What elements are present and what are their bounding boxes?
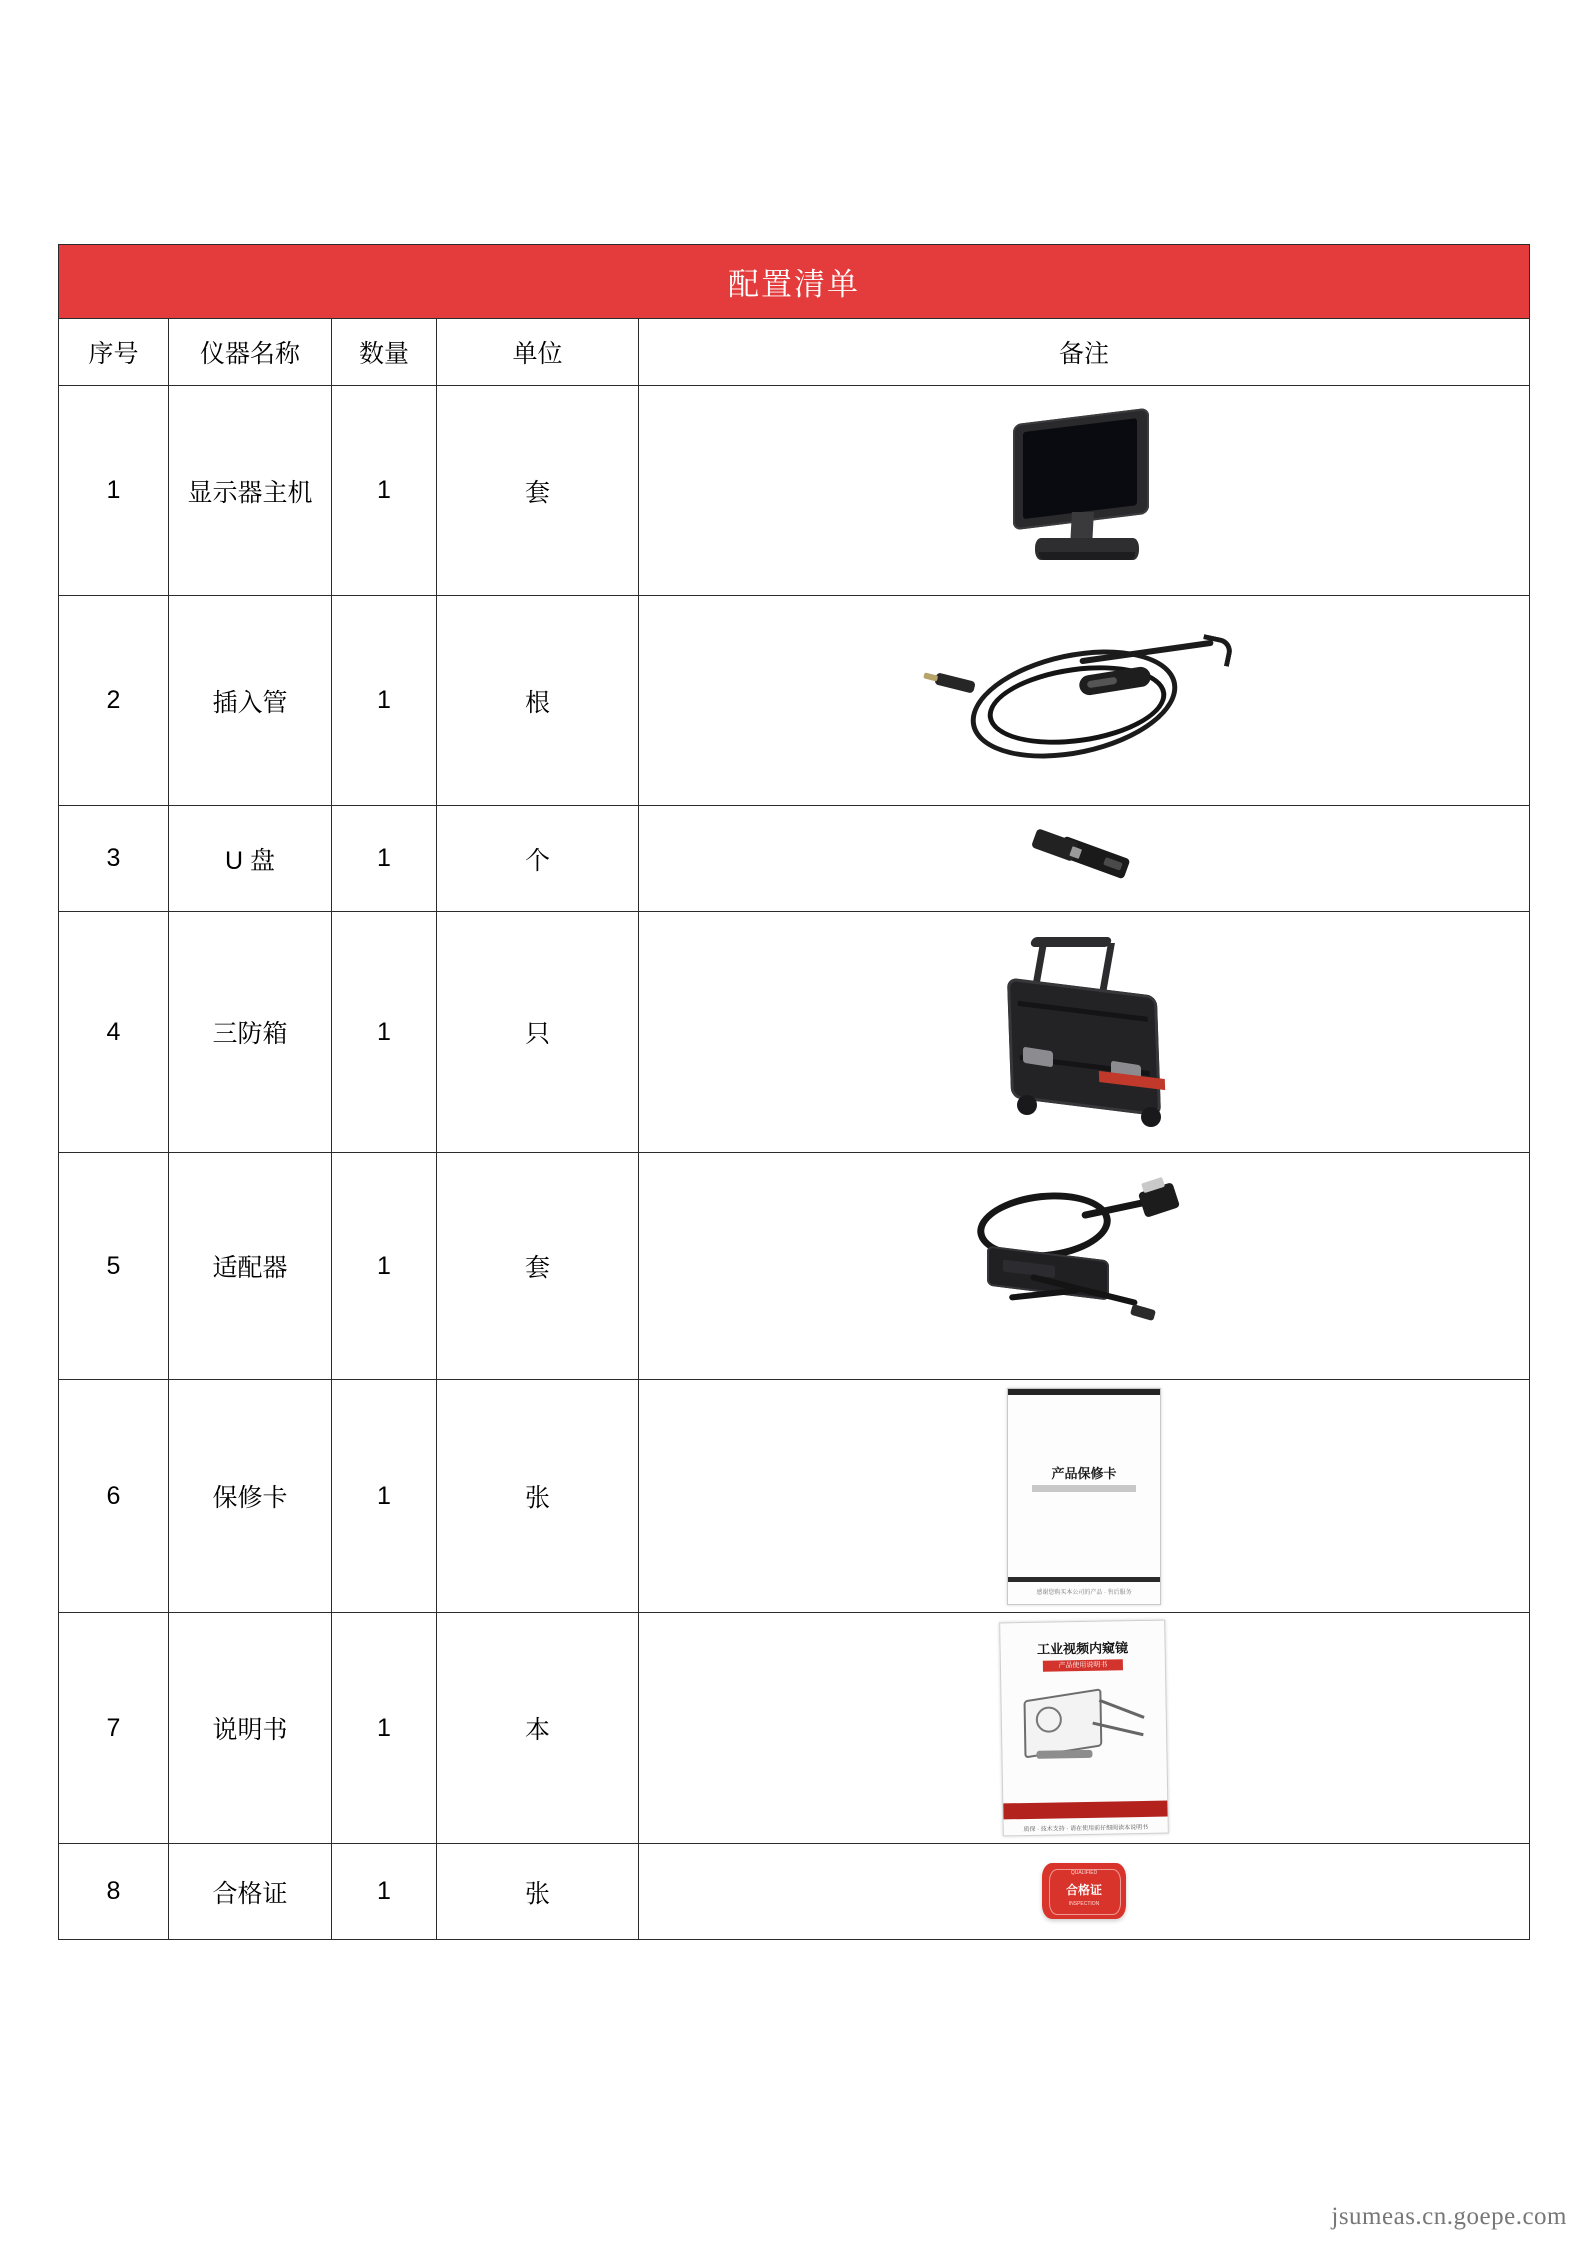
cell-unit: 张 <box>437 1844 639 1940</box>
table-header-row <box>59 319 1530 386</box>
certificate-text: 合格证 <box>1066 1882 1103 1897</box>
column-header-name: 仪器名称 <box>169 319 332 386</box>
cell-qty: 1 <box>332 1380 437 1613</box>
warranty-card-footer: 感谢您购买本公司的产品 · 售后服务 <box>1036 1589 1132 1596</box>
cell-note <box>639 1153 1530 1380</box>
cell-qty: 1 <box>332 912 437 1153</box>
certificate-top-text: QUALIFIED <box>1070 1869 1098 1876</box>
site-watermark: jsumeas.cn.goepe.com <box>1331 2203 1567 2230</box>
cell-unit: 张 <box>437 1380 639 1613</box>
cell-no: 6 <box>59 1380 169 1613</box>
table-row <box>59 1380 1530 1613</box>
cell-no: 7 <box>59 1613 169 1844</box>
cell-unit: 本 <box>437 1613 639 1844</box>
usb-flash-drive-icon <box>639 831 1529 887</box>
cell-name: 说明书 <box>169 1613 332 1844</box>
cell-unit: 套 <box>437 386 639 596</box>
table-row <box>59 806 1530 912</box>
cell-note <box>639 1613 1530 1844</box>
cell-no: 8 <box>59 1844 169 1940</box>
table-row <box>59 1613 1530 1844</box>
cell-note <box>639 596 1530 806</box>
manual-band: 产品使用说明书 <box>1043 1659 1123 1671</box>
cell-note <box>639 1844 1530 1940</box>
table-row <box>59 386 1530 596</box>
manual-booklet-icon <box>639 1621 1529 1835</box>
certificate-bottom-text: INSPECTION <box>1068 1900 1100 1907</box>
manual-footer: 质保 · 技术支持 · 请在使用前仔细阅读本说明书 <box>1023 1824 1149 1834</box>
manual-title: 工业视频内窥镜 <box>1036 1640 1129 1657</box>
cell-qty: 1 <box>332 1613 437 1844</box>
cell-unit: 根 <box>437 596 639 806</box>
cell-qty: 1 <box>332 806 437 912</box>
column-header-unit: 单位 <box>437 319 639 386</box>
cell-unit: 套 <box>437 1153 639 1380</box>
column-header-qty: 数量 <box>332 319 437 386</box>
cell-name: 插入管 <box>169 596 332 806</box>
rugged-case-icon <box>639 937 1529 1127</box>
monitor-host-icon <box>639 416 1529 566</box>
insertion-probe-icon <box>639 641 1529 761</box>
cell-name: 适配器 <box>169 1153 332 1380</box>
table-row <box>59 1153 1530 1380</box>
power-adapter-icon <box>639 1191 1529 1341</box>
cell-name: 保修卡 <box>169 1380 332 1613</box>
configuration-list-table <box>58 244 1530 1940</box>
cell-name: 合格证 <box>169 1844 332 1940</box>
cell-no: 4 <box>59 912 169 1153</box>
cell-qty: 1 <box>332 596 437 806</box>
cell-no: 5 <box>59 1153 169 1380</box>
cell-no: 1 <box>59 386 169 596</box>
certificate-seal-icon <box>639 1861 1529 1923</box>
table-row <box>59 1844 1530 1940</box>
column-header-note: 备注 <box>639 319 1530 386</box>
cell-qty: 1 <box>332 386 437 596</box>
warranty-card-icon <box>639 1388 1529 1605</box>
cell-unit: 个 <box>437 806 639 912</box>
page-title: 配置清单 <box>59 245 1530 319</box>
cell-qty: 1 <box>332 1153 437 1380</box>
cell-name: U 盘 <box>169 806 332 912</box>
table-row <box>59 596 1530 806</box>
warranty-card-title: 产品保修卡 <box>1051 1465 1117 1481</box>
cell-qty: 1 <box>332 1844 437 1940</box>
cell-note <box>639 1380 1530 1613</box>
cell-note <box>639 912 1530 1153</box>
cell-no: 3 <box>59 806 169 912</box>
cell-note <box>639 386 1530 596</box>
cell-unit: 只 <box>437 912 639 1153</box>
table-title-row <box>59 245 1530 319</box>
column-header-no: 序号 <box>59 319 169 386</box>
cell-name: 三防箱 <box>169 912 332 1153</box>
cell-name: 显示器主机 <box>169 386 332 596</box>
cell-no: 2 <box>59 596 169 806</box>
table-row <box>59 912 1530 1153</box>
cell-note <box>639 806 1530 912</box>
